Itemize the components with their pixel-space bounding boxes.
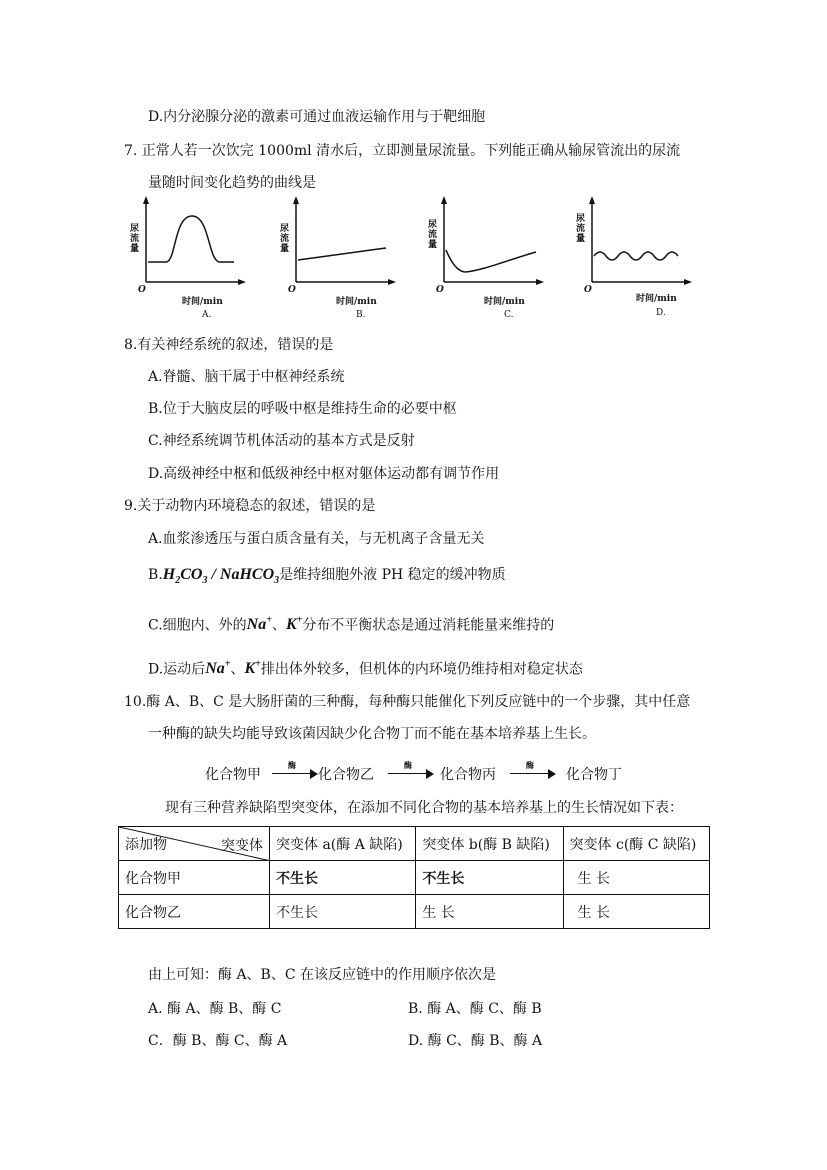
graph-d-svg (566, 190, 711, 325)
table-cell: 不生长 (270, 895, 416, 929)
graph-d-origin: O (584, 285, 592, 295)
compound-ding: 化合物丁 (566, 767, 622, 783)
table-header-cell: 突变体 a(酶 A 缺陷) (270, 827, 416, 861)
enzyme-label: 酶 (404, 760, 412, 770)
table-header-row (119, 827, 710, 861)
q9-option-d (148, 655, 583, 679)
graph-b (270, 190, 415, 325)
q10-table-intro: 现有三种营养缺陷型突变体，在添加不同化合物的基本培养基上的生长情况如下表： (165, 800, 683, 816)
ion-na: Na+ (205, 659, 231, 678)
graph-d-curve (594, 252, 678, 260)
graph-b-curve (298, 248, 386, 260)
q9-d-suffix: 排出体外较多，但机体的内环境仍维持相对稳定状态 (260, 661, 583, 678)
q8-option-a: A.脊髓、脑干属于中枢神经系统 (148, 369, 345, 385)
q10-option-b: B. 酶 A、酶 C、酶 B (408, 1001, 542, 1017)
graph-a-ylabel: 尿流量 (130, 224, 140, 254)
table-cell: 生 长 (416, 895, 563, 929)
table-row (119, 861, 710, 895)
graph-a-xlabel: 时间/min (182, 297, 223, 307)
q9-option-a: A.血浆渗透压与蛋白质含量有关，与无机离子含量无关 (148, 531, 485, 547)
table-cell: 不生长 (416, 861, 563, 895)
graph-a-letter: A. (202, 310, 212, 320)
graph-a-curve (148, 216, 234, 262)
ion-k: K+ (285, 615, 303, 634)
q9-stem: 9.关于动物内环境稳态的叙述，错误的是 (124, 498, 376, 514)
graph-b-letter: B. (356, 310, 366, 320)
graph-d-letter: D. (656, 308, 666, 318)
reaction-chain (0, 762, 827, 786)
q10-stem-line-2: 一种酶的缺失均能导致该菌因缺少化合物丁而不能在基本培养基上生长。 (148, 726, 596, 742)
q8-stem: 8.有关神经系统的叙述，错误的是 (124, 337, 334, 353)
formula-slash: / (207, 566, 220, 583)
table-header-cell: 突变体 b(酶 B 缺陷) (416, 827, 563, 861)
enzyme-label: 酶 (526, 760, 534, 770)
graph-b-origin: O (288, 285, 296, 295)
q9-option-c (148, 611, 554, 635)
q7-graphs (120, 190, 710, 325)
table-cell: 生 长 (563, 861, 709, 895)
table-header-cell: 突变体 c(酶 C 缺陷) (563, 827, 709, 861)
reaction-arrow-1 (270, 762, 320, 782)
q10-option-c: C．酶 B、酶 C、酶 A (148, 1033, 288, 1049)
corner-label-mutant: 突变体 (221, 838, 263, 854)
q7-stem-line-1: 7. 正常人若一次饮完 1000ml 清水后，立即测量尿流量。下列能正确从输尿管流出的尿流 (124, 143, 681, 159)
compound-bing: 化合物丙 (440, 767, 496, 783)
compound-yi: 化合物乙 (318, 767, 374, 783)
q8-option-b: B.位于大脑皮层的呼吸中枢是维持生命的必要中枢 (148, 401, 457, 417)
graph-c-xlabel: 时间/min (484, 297, 525, 307)
graph-c (418, 190, 563, 325)
graph-b-ylabel: 尿流量 (280, 224, 290, 254)
reaction-arrow-3 (508, 762, 558, 782)
q7-stem-line-2: 量随时间变化趋势的曲线是 (148, 175, 316, 191)
q9-option-b (148, 565, 506, 591)
q9-c-suffix: 分布不平衡状态是通过消耗能量来维持的 (302, 617, 555, 634)
table-cell: 生 长 (563, 895, 709, 929)
formula-h2co3: $H_2CO_3$ (162, 566, 208, 587)
growth-table (118, 826, 710, 929)
graph-c-origin: O (436, 285, 444, 295)
q10-stem-line-1: 10.酶 A、B、C 是大肠肝菌的三种酶，每种酶只能催化下列反应链中的一个步骤，其中任意 (124, 694, 691, 710)
graph-a-origin: O (138, 285, 146, 295)
ion-separator: 、 (230, 661, 245, 678)
table-corner-cell (119, 827, 270, 861)
graph-c-letter: C. (504, 310, 514, 320)
q9-d-prefix: D.运动后 (148, 661, 206, 678)
q10-option-d: D. 酶 C、酶 B、酶 A (408, 1033, 543, 1049)
q10-option-a: A. 酶 A、酶 B、酶 C (148, 1001, 282, 1017)
formula-nahco3: NaHCO$_3$ (219, 566, 280, 587)
ion-k: K+ (244, 659, 261, 678)
q9-c-prefix: C.细胞内、外的 (148, 617, 247, 634)
ion-na: Na+ (246, 615, 272, 634)
graph-d-xlabel: 时间/min (636, 294, 677, 304)
graph-d-ylabel: 尿流量 (576, 214, 586, 244)
q9-b-prefix: B. (148, 567, 163, 583)
corner-label-additive: 添加物 (125, 836, 167, 853)
table-row-label: 化合物乙 (119, 895, 270, 929)
enzyme-label: 酶 (288, 760, 296, 770)
q8-option-c: C.神经系统调节机体活动的基本方式是反射 (148, 433, 415, 449)
table-row-label: 化合物甲 (119, 861, 270, 895)
graph-d (566, 190, 711, 325)
graph-c-curve (446, 250, 536, 272)
table-row (119, 895, 710, 929)
table-cell: 不生长 (270, 861, 416, 895)
compound-jia: 化合物甲 (205, 767, 261, 783)
graph-c-ylabel: 尿流量 (428, 220, 438, 250)
ion-separator: 、 (271, 617, 286, 634)
q6-option-d: D.内分泌腺分泌的激素可通过血液运输作用与于靶细胞 (148, 109, 486, 125)
q8-option-d: D.高级神经中枢和低级神经中枢对躯体运动都有调节作用 (148, 466, 500, 482)
reaction-arrow-2 (386, 762, 436, 782)
q9-b-suffix: 是维持细胞外液 PH 稳定的缓冲物质 (279, 567, 506, 583)
graph-b-xlabel: 时间/min (336, 297, 377, 307)
graph-a (120, 190, 265, 325)
q10-conclusion: 由上可知：酶 A、B、C 在该反应链中的作用顺序依次是 (148, 967, 497, 983)
